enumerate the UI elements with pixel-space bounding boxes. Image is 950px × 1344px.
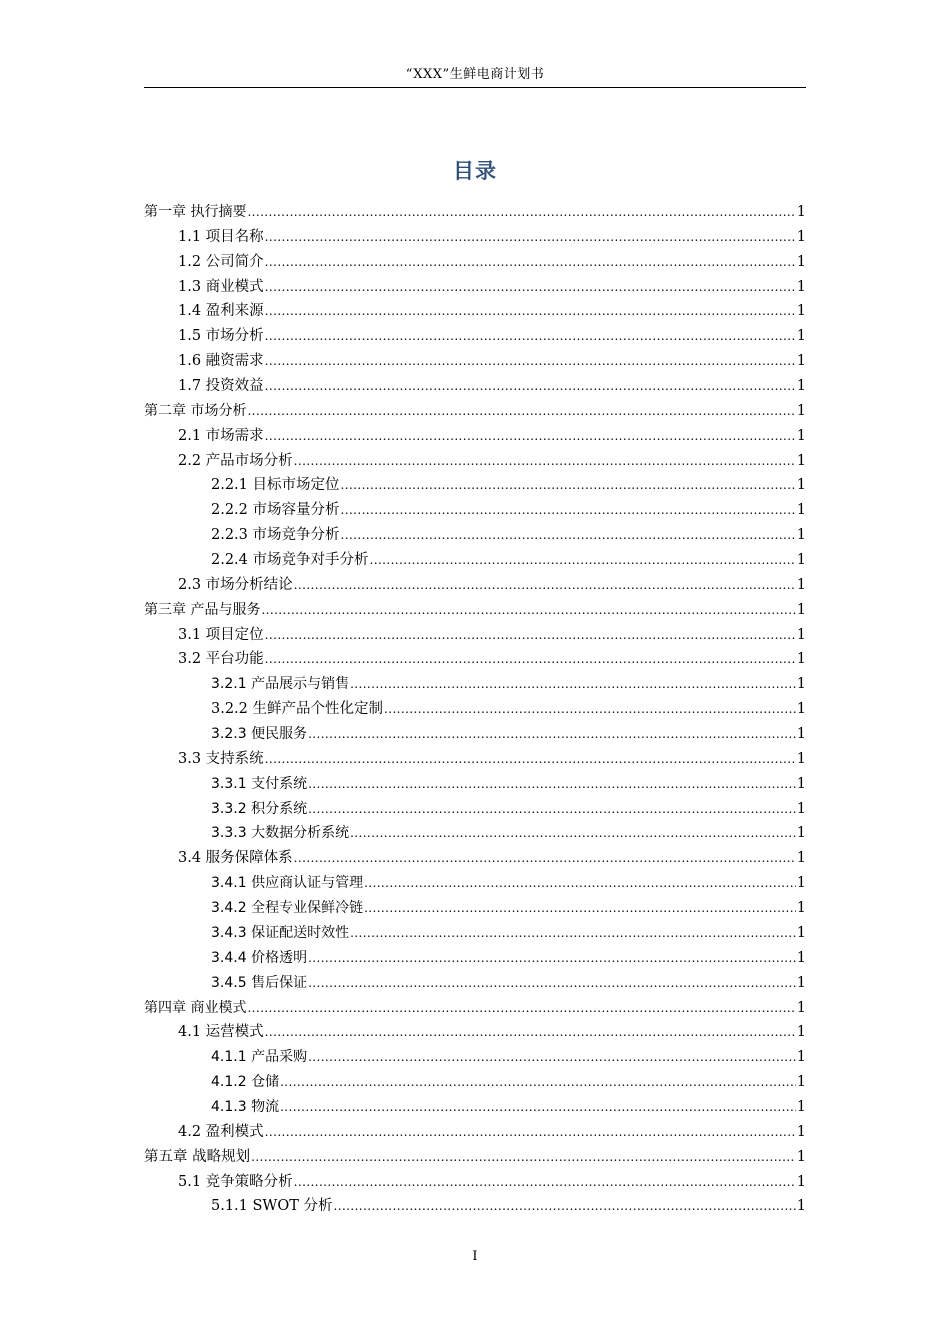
toc-entry-label: 第四章 商业模式 — [144, 999, 247, 1016]
toc-entry-label: 2.1 市场需求 — [178, 427, 264, 444]
toc-entry-page-number: 1 — [796, 328, 806, 345]
toc-entry-page-number: 1 — [796, 402, 806, 419]
toc-entry-label: 3.4.4 价格透明 — [211, 949, 308, 966]
toc-entry-label: 3.4.2 全程专业保鲜冷链 — [211, 900, 364, 917]
toc-dot-leader — [265, 1020, 796, 1045]
toc-entry[interactable] — [144, 1145, 806, 1170]
toc-entry-label: 3.3.3 大数据分析系统 — [211, 825, 350, 842]
toc-entry[interactable] — [144, 946, 806, 971]
toc-entry-label: 3.3.1 支付系统 — [211, 775, 308, 792]
toc-dot-leader — [265, 1120, 796, 1145]
toc-entry-label: 1.3 商业模式 — [178, 278, 264, 295]
toc-entry[interactable] — [144, 399, 806, 424]
toc-entry-label: 4.1.3 物流 — [211, 1098, 280, 1115]
toc-entry-page-number: 1 — [796, 576, 806, 593]
toc-entry[interactable] — [144, 523, 806, 548]
toc-dot-leader — [247, 996, 795, 1021]
toc-dot-leader — [308, 722, 796, 747]
toc-entry-label: 5.1.1 SWOT 分析 — [211, 1198, 333, 1215]
toc-entry-page-number: 1 — [796, 701, 806, 718]
toc-entry-page-number: 1 — [796, 552, 806, 569]
toc-entry-page-number: 1 — [796, 228, 806, 245]
toc-dot-leader — [350, 672, 796, 697]
toc-entry-label: 1.5 市场分析 — [178, 328, 264, 345]
toc-entry-label: 3.2.3 便民服务 — [211, 726, 308, 743]
toc-entry[interactable] — [144, 250, 806, 275]
toc-dot-leader — [294, 846, 796, 871]
toc-entry-page-number: 1 — [796, 1148, 806, 1165]
toc-dot-leader — [280, 1095, 796, 1120]
toc-entry[interactable] — [144, 449, 806, 474]
toc-entry-page-number: 1 — [796, 676, 806, 693]
toc-entry-label: 3.3.2 积分系统 — [211, 800, 308, 817]
toc-entry-label: 2.2 产品市场分析 — [178, 452, 293, 469]
page-header-title: “XXX”生鲜电商计划书 — [405, 67, 545, 82]
toc-entry-page-number: 1 — [796, 601, 806, 618]
toc-entry-label: 2.2.1 目标市场定位 — [211, 477, 340, 494]
toc-entry-page-number: 1 — [796, 900, 806, 917]
toc-entry-label: 3.2.2 生鲜产品个性化定制 — [211, 701, 384, 718]
toc-entry[interactable] — [144, 548, 806, 573]
toc-entry[interactable] — [144, 772, 806, 797]
toc-entry-page-number: 1 — [796, 726, 806, 743]
toc-entry[interactable] — [144, 424, 806, 449]
toc-entry[interactable] — [144, 672, 806, 697]
toc-dot-leader — [265, 299, 796, 324]
toc-entry-page-number: 1 — [796, 626, 806, 643]
toc-entry-page-number: 1 — [796, 427, 806, 444]
toc-entry-page-number: 1 — [796, 378, 806, 395]
toc-dot-leader — [265, 374, 796, 399]
toc-dot-leader — [265, 647, 796, 672]
toc-entry[interactable] — [144, 1020, 806, 1045]
toc-entry-label: 4.1.1 产品采购 — [211, 1049, 308, 1066]
toc-entry[interactable] — [144, 573, 806, 598]
toc-dot-leader — [265, 225, 796, 250]
toc-dot-leader — [265, 424, 796, 449]
toc-dot-leader — [341, 523, 796, 548]
toc-entry-label: 2.2.3 市场竞争分析 — [211, 527, 340, 544]
toc-dot-leader — [308, 1045, 796, 1070]
toc-entry[interactable] — [144, 647, 806, 672]
toc-entry[interactable] — [144, 200, 806, 225]
toc-entry-page-number: 1 — [796, 800, 806, 817]
toc-entry[interactable] — [144, 225, 806, 250]
toc-entry[interactable] — [144, 747, 806, 772]
toc-entry[interactable] — [144, 349, 806, 374]
toc-entry-page-number: 1 — [796, 974, 806, 991]
toc-dot-leader — [251, 1145, 796, 1170]
toc-entry[interactable] — [144, 374, 806, 399]
toc-entry[interactable] — [144, 623, 806, 648]
toc-title: 目录 — [453, 158, 497, 183]
toc-dot-leader — [384, 697, 796, 722]
toc-entry[interactable] — [144, 996, 806, 1021]
toc-entry-label: 3.1 项目定位 — [178, 626, 264, 643]
page-number: I — [472, 1249, 478, 1264]
toc-entry-label: 3.4 服务保障体系 — [178, 850, 293, 867]
toc-dot-leader — [308, 971, 796, 996]
toc-entry[interactable] — [144, 722, 806, 747]
toc-entry-label: 1.6 融资需求 — [178, 353, 264, 370]
toc-dot-leader — [350, 821, 796, 846]
toc-dot-leader — [350, 921, 796, 946]
toc-dot-leader — [308, 797, 796, 822]
toc-entry[interactable] — [144, 921, 806, 946]
toc-dot-leader — [334, 1194, 796, 1219]
toc-entry-label: 1.1 项目名称 — [178, 228, 264, 245]
toc-entry-page-number: 1 — [796, 1123, 806, 1140]
toc-dot-leader — [265, 623, 796, 648]
toc-dot-leader — [265, 275, 796, 300]
toc-entry-page-number: 1 — [796, 750, 806, 767]
toc-dot-leader — [280, 1070, 796, 1095]
toc-dot-leader — [247, 399, 795, 424]
toc-entry-label: 第五章 战略规划 — [144, 1148, 251, 1165]
toc-entry-page-number: 1 — [796, 1074, 806, 1091]
toc-entry-page-number: 1 — [796, 775, 806, 792]
toc-entry-label: 4.1.2 仓储 — [211, 1074, 280, 1091]
toc-entry-label: 3.4.1 供应商认证与管理 — [211, 875, 364, 892]
toc-entry-page-number: 1 — [796, 924, 806, 941]
toc-dot-leader — [341, 473, 796, 498]
toc-entry[interactable] — [144, 971, 806, 996]
toc-dot-leader — [370, 548, 796, 573]
toc-entry-label: 4.1 运营模式 — [178, 1024, 264, 1041]
toc-entry-page-number: 1 — [796, 452, 806, 469]
toc-dot-leader — [294, 573, 796, 598]
toc-entry-page-number: 1 — [796, 1098, 806, 1115]
toc-entry[interactable] — [144, 871, 806, 896]
toc-entry[interactable] — [144, 797, 806, 822]
toc-entry[interactable] — [144, 299, 806, 324]
toc-dot-leader — [308, 772, 796, 797]
toc-entry-label: 3.2 平台功能 — [178, 651, 264, 668]
toc-dot-leader — [247, 200, 795, 225]
toc-entry[interactable] — [144, 1120, 806, 1145]
header-divider — [144, 87, 806, 88]
toc-dot-leader — [308, 946, 796, 971]
toc-entry-label: 第一章 执行摘要 — [144, 204, 247, 220]
toc-entry-page-number: 1 — [796, 502, 806, 519]
toc-dot-leader — [265, 349, 796, 374]
toc-entry-page-number: 1 — [796, 651, 806, 668]
toc-dot-leader — [265, 250, 796, 275]
toc-dot-leader — [341, 498, 796, 523]
toc-entry-page-number: 1 — [796, 949, 806, 966]
toc-entry-label: 3.4.3 保证配送时效性 — [211, 924, 350, 941]
toc-entry-label: 2.2.2 市场容量分析 — [211, 502, 340, 519]
toc-entry-label: 5.1 竞争策略分析 — [178, 1173, 293, 1190]
toc-entry-label: 2.2.4 市场竞争对手分析 — [211, 552, 369, 569]
toc-entry-label: 1.2 公司简介 — [178, 253, 264, 270]
toc-entry[interactable] — [144, 1194, 806, 1219]
toc-dot-leader — [261, 598, 795, 623]
toc-entry-page-number: 1 — [796, 1173, 806, 1190]
toc-entry-page-number: 1 — [796, 527, 806, 544]
toc-entry[interactable] — [144, 473, 806, 498]
toc-entry-label: 第二章 市场分析 — [144, 402, 247, 419]
toc-entry-label: 3.2.1 产品展示与销售 — [211, 676, 350, 693]
toc-entry-label: 2.3 市场分析结论 — [178, 576, 293, 593]
toc-entry-page-number: 1 — [796, 1024, 806, 1041]
toc-entry-label: 1.7 投资效益 — [178, 378, 264, 395]
table-of-contents — [144, 200, 806, 1219]
toc-entry-page-number: 1 — [796, 999, 806, 1016]
toc-entry-label: 3.3 支持系统 — [178, 750, 264, 767]
toc-entry-label: 3.4.5 售后保证 — [211, 974, 308, 991]
toc-dot-leader — [265, 324, 796, 349]
toc-entry[interactable] — [144, 1170, 806, 1195]
toc-entry-label: 第三章 产品与服务 — [144, 601, 261, 618]
toc-entry[interactable] — [144, 324, 806, 349]
toc-entry[interactable] — [144, 498, 806, 523]
toc-dot-leader — [364, 896, 796, 921]
toc-dot-leader — [294, 1170, 796, 1195]
toc-entry-label: 1.4 盈利来源 — [178, 303, 264, 320]
toc-entry-page-number: 1 — [796, 825, 806, 842]
toc-entry-label: 4.2 盈利模式 — [178, 1123, 264, 1140]
toc-dot-leader — [265, 747, 796, 772]
toc-entry[interactable] — [144, 1045, 806, 1070]
toc-entry[interactable] — [144, 846, 806, 871]
toc-entry-page-number: 1 — [796, 353, 806, 370]
toc-entry[interactable] — [144, 896, 806, 921]
toc-entry-page-number: 1 — [796, 1049, 806, 1066]
toc-entry-page-number: 1 — [796, 1198, 806, 1215]
toc-entry[interactable] — [144, 1070, 806, 1095]
toc-dot-leader — [364, 871, 796, 896]
toc-entry-page-number: 1 — [796, 875, 806, 892]
toc-entry-page-number: 1 — [796, 303, 806, 320]
toc-entry[interactable] — [144, 821, 806, 846]
toc-entry-page-number: 1 — [796, 278, 806, 295]
toc-entry-page-number: 1 — [796, 253, 806, 270]
toc-entry[interactable] — [144, 697, 806, 722]
toc-entry-page-number: 1 — [796, 204, 806, 220]
toc-entry-page-number: 1 — [796, 850, 806, 867]
toc-dot-leader — [294, 449, 796, 474]
toc-entry[interactable] — [144, 275, 806, 300]
toc-entry-page-number: 1 — [796, 477, 806, 494]
toc-entry[interactable] — [144, 598, 806, 623]
toc-entry[interactable] — [144, 1095, 806, 1120]
